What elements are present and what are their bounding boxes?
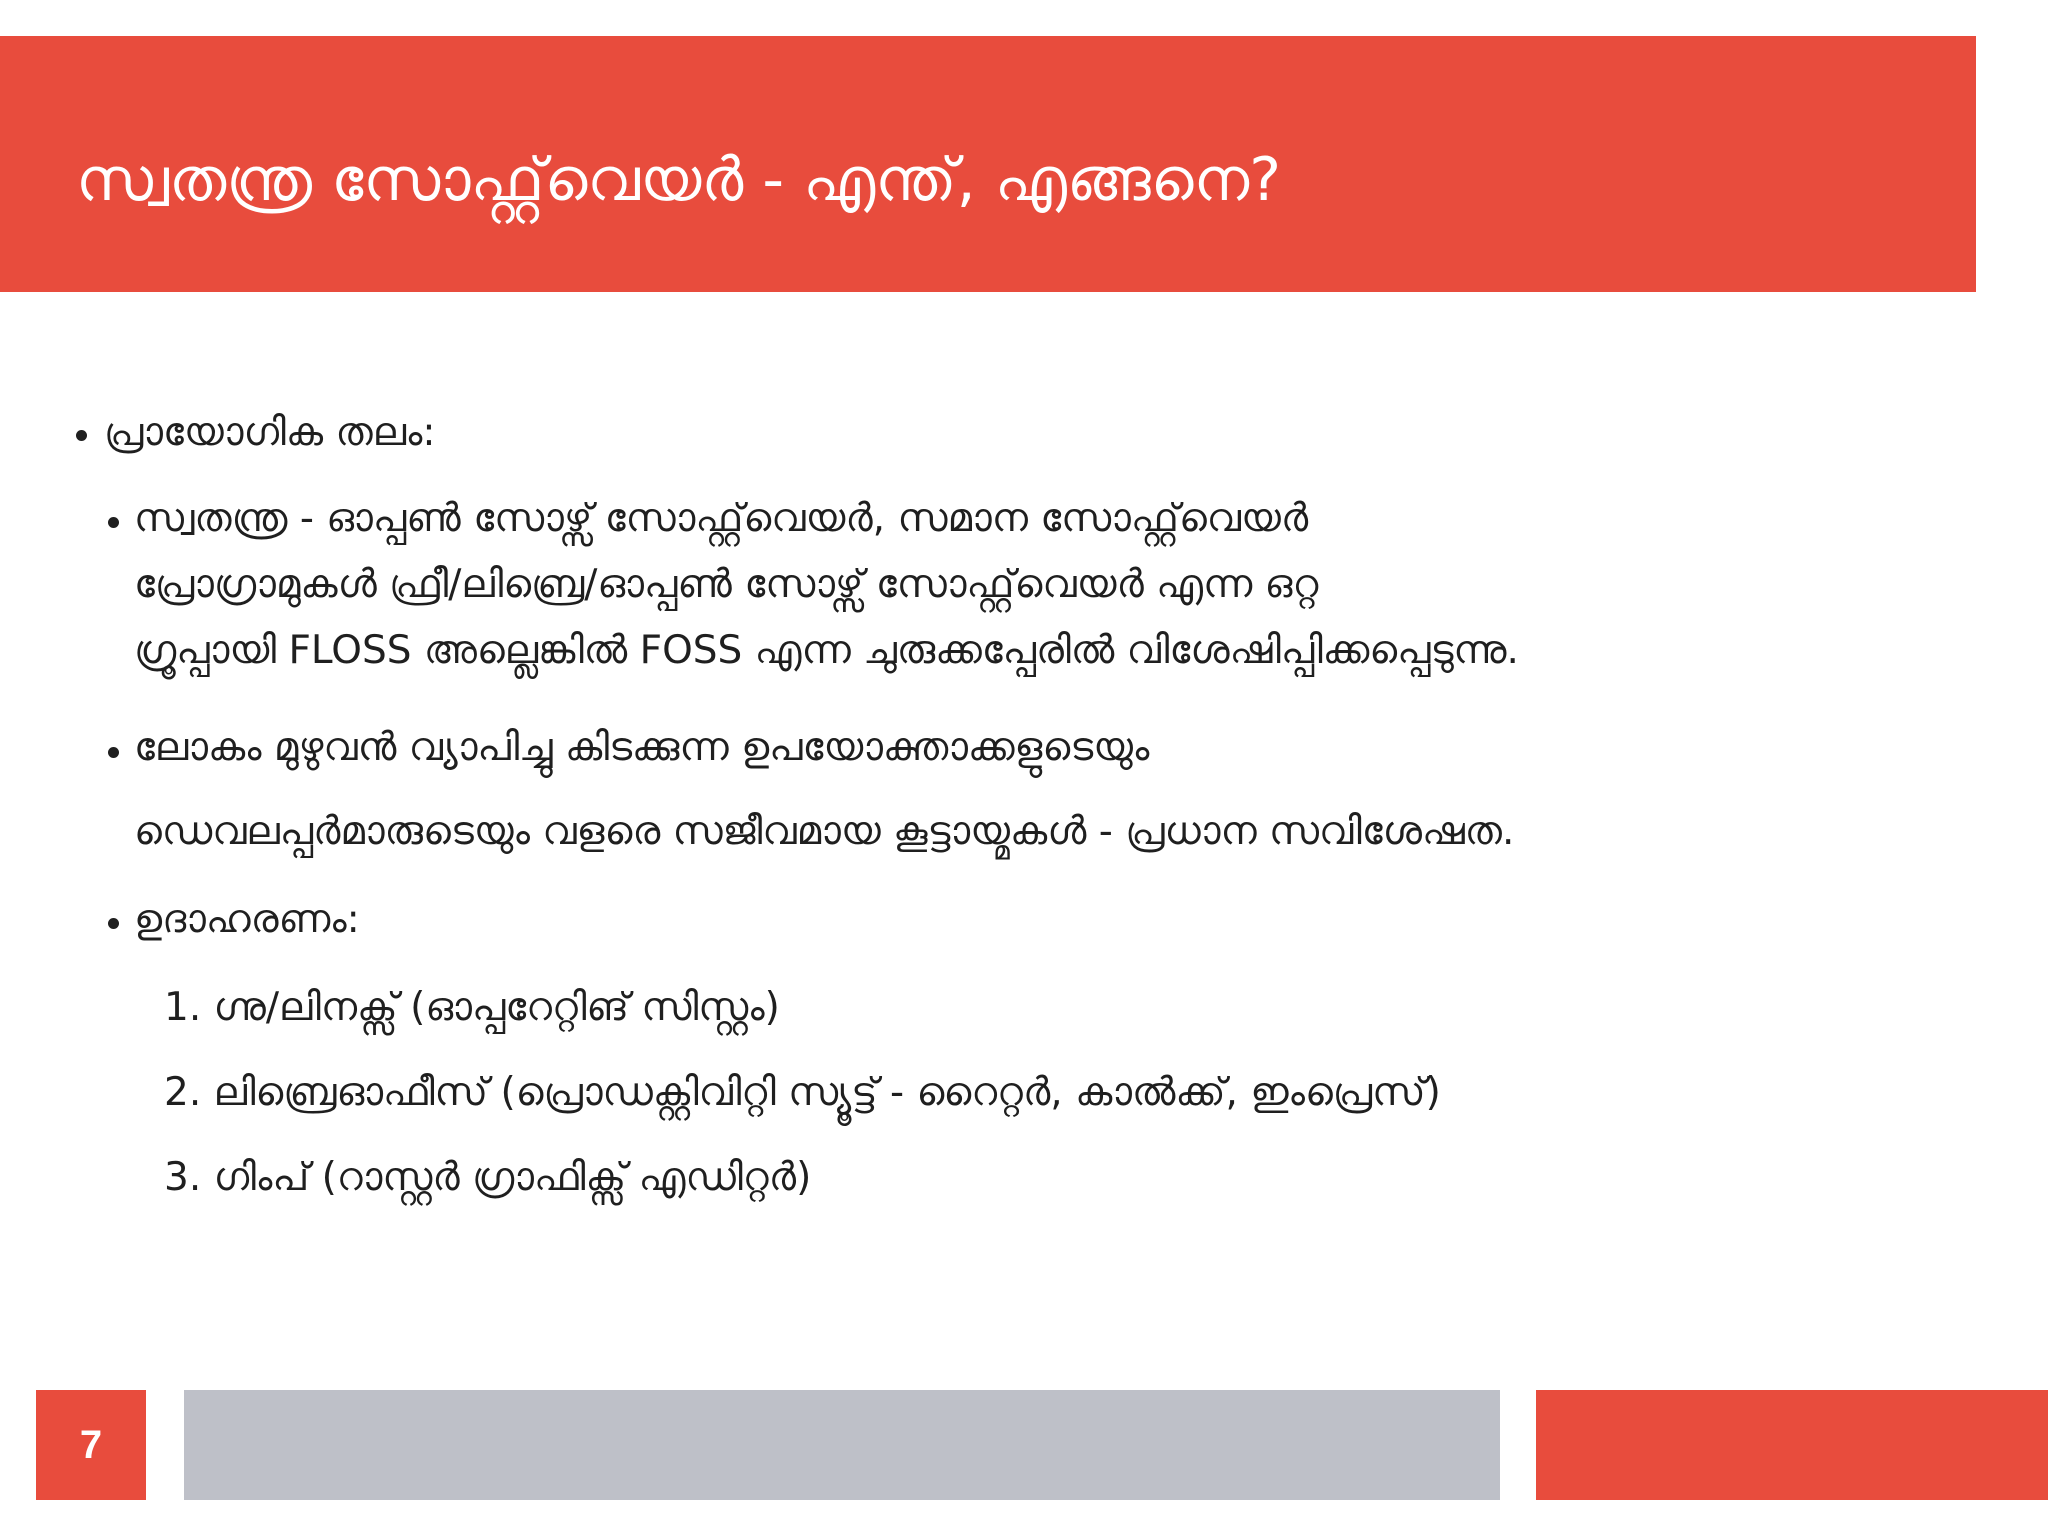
slide-title: സ്വതന്ത്ര സോഫ്റ്റ്‌വെയർ - എന്ത്, എങ്ങനെ? <box>76 145 1282 215</box>
point1-line-2: പ്രോഗ്രാമുകൾ ഫ്രീ/ലിബ്രെ/ഓപ്പൺ സോഴ്സ് സോഫ്റ്റ്‌വെയർ എന്ന ഒറ്റ <box>134 562 1319 607</box>
level1-heading: പ്രായോഗിക തലം: <box>104 410 436 455</box>
point1-line-1: സ്വതന്ത്ര - ഓപ്പൺ സോഴ്സ് സോഫ്റ്റ്‌വെയർ, സമാന സോഫ്റ്റ്‌വെയർ <box>134 496 1309 541</box>
point2-line-2: ഡെവലപ്പർമാരുടെയും വളരെ സജീവമായ കൂട്ടായ്മകൾ - പ്രധാന സവിശേഷത. <box>134 809 1515 854</box>
example-item-1: 1. ഗ്നു/ലിനക്സ് (ഓപ്പറേറ്റിങ് സിസ്റ്റം) <box>164 985 780 1030</box>
bullet-dot <box>108 517 119 528</box>
page-number-box <box>36 1390 146 1500</box>
example-item-3: 3. ഗിംപ് (റാസ്റ്റർ ഗ്രാഫിക്സ് എഡിറ്റർ) <box>164 1155 812 1200</box>
footer-gray-bar <box>184 1390 1500 1500</box>
bullet-dot <box>76 430 87 441</box>
point2-line-1: ലോകം മുഴുവൻ വ്യാപിച്ചു കിടക്കുന്ന ഉപയോക്താക്കളുടെയും <box>134 725 1150 770</box>
example-item-2: 2. ലിബ്രെഓഫീസ് (പ്രൊഡക്റ്റിവിറ്റി സ്യൂട്ട് - റൈറ്റർ, കാൽക്ക്, ഇംപ്രെസ്) <box>164 1070 1441 1115</box>
bullet-dot <box>108 747 119 758</box>
point1-line-3: ഗ്രൂപ്പായി FLOSS അല്ലെങ്കിൽ FOSS എന്ന ചുരുക്കപ്പേരിൽ വിശേഷിപ്പിക്കപ്പെടുന്നു. <box>134 628 1519 673</box>
footer-red-bar <box>1536 1390 2048 1500</box>
page-number: 7 <box>79 1423 103 1467</box>
bullet-dot <box>108 918 119 929</box>
point3-heading: ഉദാഹരണം: <box>134 897 360 942</box>
